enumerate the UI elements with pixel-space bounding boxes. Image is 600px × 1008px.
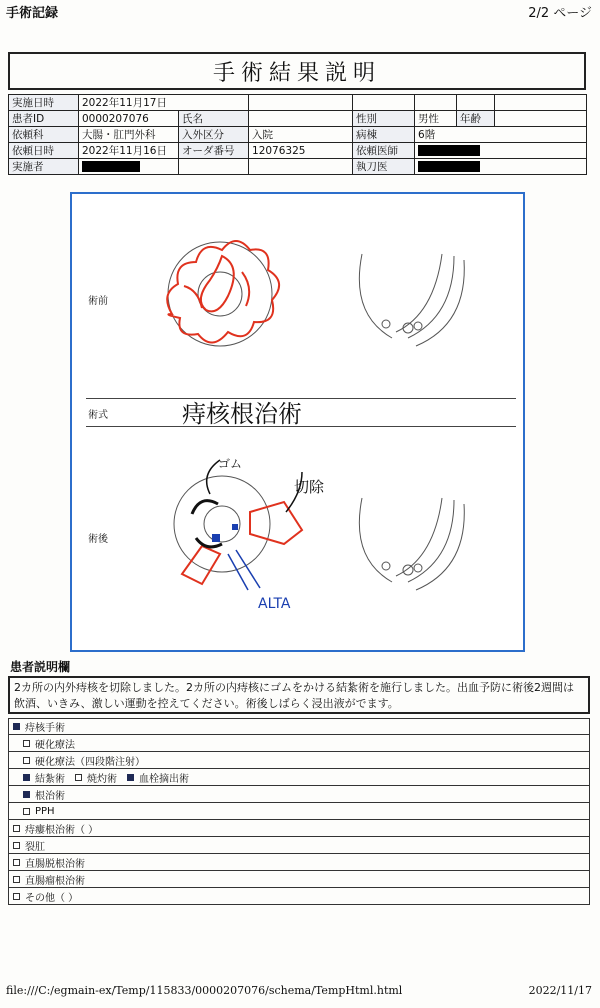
checkbox-checked	[127, 774, 134, 781]
age-label: 年齢	[457, 111, 495, 127]
order-number-value: 12076325	[249, 143, 353, 159]
postop-sagittal-diagram	[359, 498, 464, 590]
redaction-block	[82, 161, 140, 172]
list-item: 根治術	[8, 786, 590, 803]
annotation-rubber: ゴム	[218, 457, 243, 471]
list-item: 結紮術 焼灼術 血栓摘出術	[8, 769, 590, 786]
checkbox-unchecked	[23, 740, 30, 747]
checkbox-unchecked	[13, 825, 20, 832]
sex-label: 性別	[353, 111, 415, 127]
ward-value: 6階	[415, 127, 587, 143]
request-date-value: 2022年11月16日	[79, 143, 179, 159]
checkbox-unchecked	[13, 876, 20, 883]
patient-id-label: 患者ID	[9, 111, 79, 127]
inout-value: 入院	[249, 127, 353, 143]
list-item: PPH	[8, 803, 590, 820]
list-item: 直腸脱根治術	[8, 854, 590, 871]
name-value	[249, 111, 353, 127]
surgical-schema-panel	[70, 192, 525, 652]
header-title: 手術記録	[6, 6, 59, 21]
checkbox-unchecked	[23, 757, 30, 764]
name-label: 氏名	[179, 111, 249, 127]
ward-label: 病棟	[353, 127, 415, 143]
redaction-block	[418, 145, 480, 156]
annotation-excision: 切除	[294, 478, 325, 496]
checkbox-unchecked	[13, 859, 20, 866]
request-date-label: 依頼日時	[9, 143, 79, 159]
list-item: 硬化療法	[8, 735, 590, 752]
list-item: 硬化療法（四段階注射）	[8, 752, 590, 769]
file-path: file:///C:/egmain-ex/Temp/115833/0000207076/schema/TempHtml.html	[6, 984, 403, 997]
list-item: 直腸瘤根治術	[8, 871, 590, 888]
checkbox-checked	[13, 723, 20, 730]
dept-value: 大腸・肛門外科	[79, 127, 179, 143]
procedure-label: 術式	[88, 410, 108, 421]
list-item: 痔核手術	[8, 718, 590, 735]
explanation-title: 患者説明欄	[10, 660, 71, 674]
dept-label: 依頼科	[9, 127, 79, 143]
print-date: 2022/11/17	[528, 984, 592, 997]
checkbox-unchecked	[13, 893, 20, 900]
procedure-checklist	[8, 718, 590, 905]
list-item: 裂肛	[8, 837, 590, 854]
annotation-alta: ALTA	[258, 596, 291, 612]
page-indicator: 2/2 ページ	[528, 6, 592, 21]
request-doctor-label: 依頼医師	[353, 143, 415, 159]
patient-info-table	[8, 94, 587, 175]
exec-date-label: 実施日時	[9, 95, 79, 111]
checkbox-checked	[23, 791, 30, 798]
inout-label: 入外区分	[179, 127, 249, 143]
postop-anus-diagram	[174, 460, 302, 590]
checkbox-checked	[23, 774, 30, 781]
list-item: 痔瘻根治術（ ）	[8, 820, 590, 837]
patient-id-value: 0000207076	[79, 111, 179, 127]
age-value	[495, 111, 587, 127]
document-title: 手術結果説明	[8, 52, 586, 90]
checkbox-unchecked	[75, 774, 82, 781]
procedure-handwritten: 痔核根治術	[182, 400, 302, 428]
explanation-text: 2カ所の内外痔核を切除しました。2カ所の内痔核にゴムをかける結紮術を施行しました。出血予防に術後2週間は飲酒、いきみ、激しい運動を控えてください。術後しばらく浸出液がでます。	[8, 676, 590, 714]
list-item: その他（ ）	[8, 888, 590, 905]
postop-label: 術後	[88, 534, 108, 545]
preop-anus-diagram	[167, 241, 279, 346]
order-number-label: オーダ番号	[179, 143, 249, 159]
checkbox-unchecked	[23, 808, 30, 815]
redaction-block	[418, 161, 480, 172]
exec-date-value: 2022年11月17日	[79, 95, 249, 111]
schema-drawing	[72, 194, 523, 650]
sex-value: 男性	[415, 111, 457, 127]
surgeon-label: 執刀医	[353, 159, 415, 175]
performer-label: 実施者	[9, 159, 79, 175]
preop-label: 術前	[88, 296, 108, 307]
checkbox-unchecked	[13, 842, 20, 849]
preop-sagittal-diagram	[359, 254, 464, 346]
